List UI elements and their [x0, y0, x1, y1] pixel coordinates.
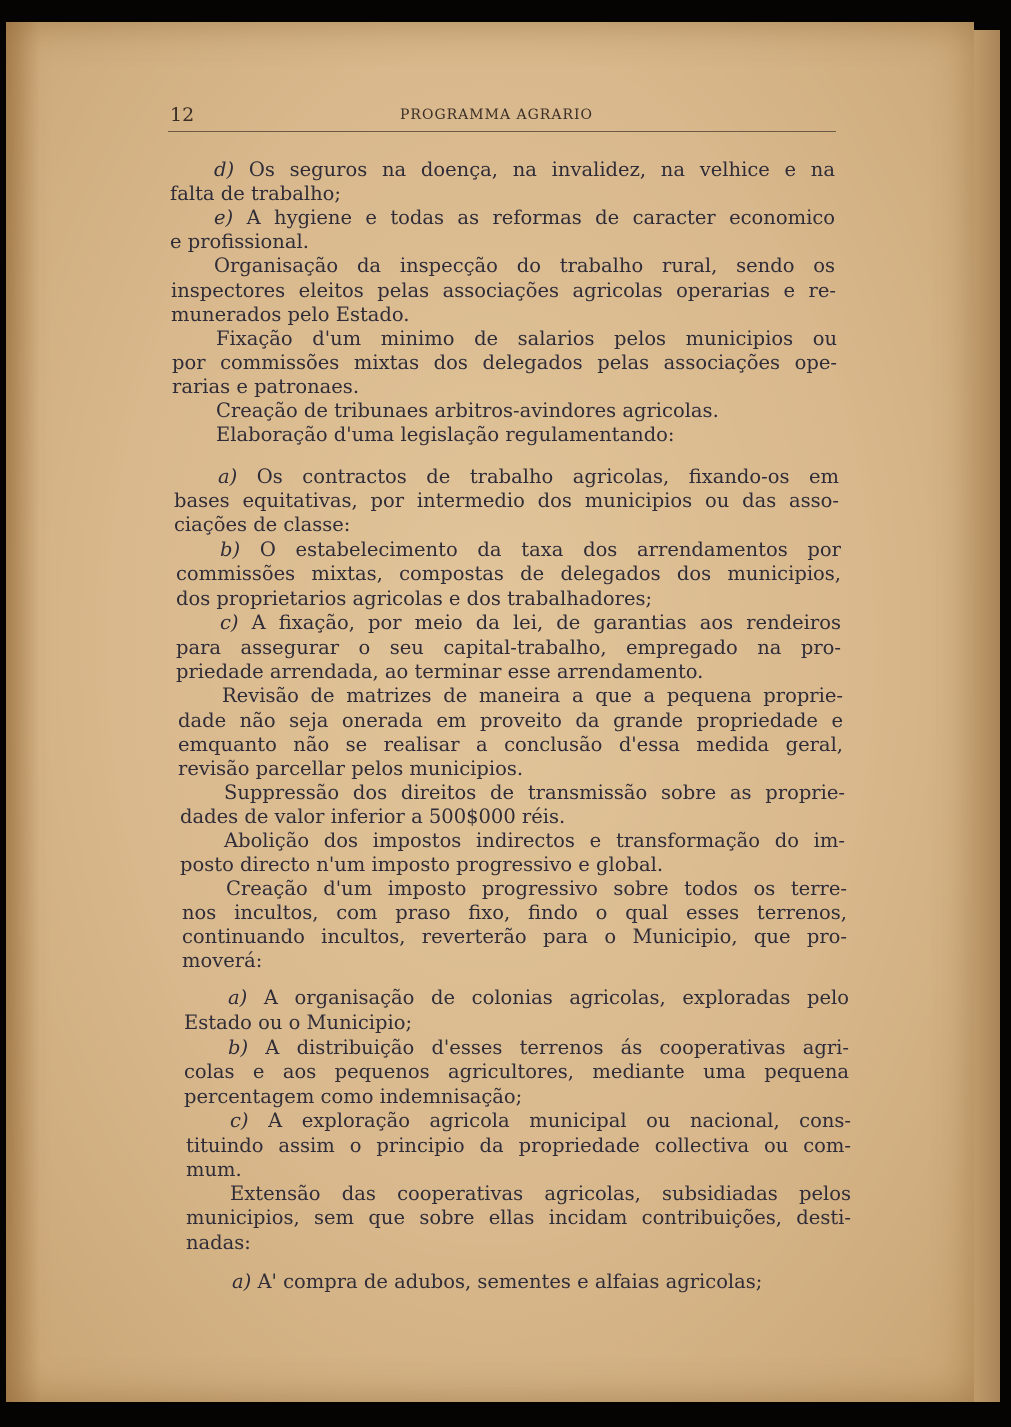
- line-text: munerados pelo Estado.: [171, 303, 410, 326]
- line-text: tituindo assim o principio da propriedade collectiva ou com-: [186, 1134, 851, 1157]
- line-text: falta de trabalho;: [170, 182, 341, 205]
- text-line: [178, 709, 843, 733]
- line-text: A distribuição d'esses terrenos ás cooperativas agri-: [265, 1036, 850, 1059]
- text-line: [174, 513, 350, 537]
- text-line: [180, 853, 663, 877]
- line-text: dades de valor inferior a 500$000 réis.: [180, 805, 566, 828]
- text-line: [182, 901, 847, 925]
- text-line: [224, 781, 845, 805]
- line-text: dos proprietarios agricolas e dos trabalhadores;: [176, 587, 653, 610]
- text-line: [216, 423, 675, 447]
- line-text: rarias e patronaes.: [172, 375, 360, 398]
- list-marker: e): [214, 206, 247, 229]
- header-rule: [168, 131, 836, 132]
- line-text: Extensão das cooperativas agricolas, subsidiadas pelos: [230, 1182, 851, 1205]
- line-text: emquanto não se realisar a conclusão d'essa medida geral,: [178, 733, 843, 756]
- line-text: inspectores eleitos pelas associações agricolas operarias e re-: [171, 279, 836, 302]
- text-line: [214, 254, 835, 278]
- line-text: Os contractos de trabalho agricolas, fixando-os em: [256, 465, 839, 488]
- line-text: A fixação, por meio da lei, de garantias aos rendeiros: [251, 611, 841, 634]
- text-line: [184, 1011, 412, 1035]
- line-text: Abolição dos impostos indirectos e transformação do im-: [224, 829, 845, 852]
- line-text: O estabelecimento da taxa dos arrendamentos por: [259, 538, 841, 561]
- text-line: [186, 1158, 242, 1182]
- list-marker: c): [220, 611, 252, 634]
- line-text: Fixação d'um minimo de salarios pelos municipios ou: [216, 327, 837, 350]
- line-text: commissões mixtas, compostas de delegados dos municipios,: [176, 562, 841, 585]
- line-text: Organisação da inspecção do trabalho rural, sendo os: [214, 254, 835, 277]
- line-text: Revisão de matrizes de maneira a que a pequena proprie-: [222, 684, 843, 707]
- list-marker: c): [230, 1109, 269, 1132]
- text-line: [220, 538, 841, 562]
- text-line: [220, 611, 841, 635]
- line-text: Suppressão dos direitos de transmissão sobre as proprie-: [224, 781, 845, 804]
- text-line: [184, 1060, 849, 1084]
- text-line: [232, 1270, 762, 1294]
- text-line: [228, 986, 849, 1010]
- line-text: e profissional.: [170, 230, 309, 253]
- text-line: [180, 805, 565, 829]
- line-text: colas e aos pequenos agricultores, mediante uma pequena: [184, 1060, 849, 1083]
- line-text: Creação d'um imposto progressivo sobre todos os terre-: [226, 877, 847, 900]
- line-text: posto directo n'um imposto progressivo e global.: [180, 853, 664, 876]
- text-line: [230, 1182, 851, 1206]
- line-text: Os seguros na doença, na invalidez, na velhice e na: [248, 158, 835, 181]
- line-text: ciações de classe:: [174, 513, 351, 536]
- text-line: [214, 158, 835, 182]
- text-line: [182, 925, 847, 949]
- page-number: 12: [170, 104, 195, 126]
- line-text: para assegurar o seu capital-trabalho, empregado na pro-: [176, 636, 841, 659]
- list-marker: a): [228, 986, 264, 1009]
- text-line: [186, 1206, 851, 1230]
- text-line: [170, 230, 309, 254]
- text-line: [184, 1085, 522, 1109]
- running-title: PROGRAMMA AGRARIO: [400, 107, 593, 123]
- text-line: [170, 182, 341, 206]
- text-line: [216, 327, 837, 351]
- line-text: moverá:: [182, 949, 263, 972]
- text-line: [214, 206, 835, 230]
- line-text: A exploração agricola municipal ou nacional, cons-: [268, 1109, 851, 1132]
- text-line: [176, 660, 703, 684]
- text-line: [176, 636, 841, 660]
- line-text: continuando incultos, reverterão para o Municipio, que pro-: [182, 925, 847, 948]
- line-text: municipios, sem que sobre ellas incidam contribuições, desti-: [186, 1206, 851, 1229]
- next-page-edge: [974, 30, 1000, 1402]
- text-line: [176, 587, 652, 611]
- running-header: [168, 104, 836, 128]
- text-line: [186, 1231, 251, 1255]
- text-line: [171, 303, 410, 327]
- text-line: [224, 829, 845, 853]
- text-line: [228, 1036, 849, 1060]
- line-text: mum.: [186, 1158, 242, 1181]
- text-line: [176, 562, 841, 586]
- text-line: [226, 877, 847, 901]
- line-text: Elaboração d'uma legislação regulamentando:: [216, 423, 675, 446]
- text-line: [216, 399, 719, 423]
- line-text: Creação de tribunaes arbitros-avindores agricolas.: [216, 399, 719, 422]
- text-line: [178, 733, 843, 757]
- text-line: [222, 684, 843, 708]
- list-marker: a): [232, 1270, 258, 1293]
- text-line: [218, 465, 839, 489]
- line-text: percentagem como indemnisação;: [184, 1085, 523, 1108]
- line-text: bases equitativas, por intermedio dos municipios ou das asso-: [174, 489, 839, 512]
- line-text: priedade arrendada, ao terminar esse arrendamento.: [176, 660, 704, 683]
- line-text: nadas:: [186, 1231, 251, 1254]
- line-text: revisão parcellar pelos municipios.: [178, 757, 524, 780]
- page-left-edge: [6, 22, 40, 1402]
- text-line: [172, 351, 837, 375]
- text-line: [172, 375, 359, 399]
- text-line: [182, 949, 262, 973]
- line-text: dade não seja onerada em proveito da grande propriedade e: [178, 709, 843, 732]
- line-text: por commissões mixtas dos delegados pelas associações ope-: [172, 351, 837, 374]
- line-text: A hygiene e todas as reformas de caracter economico: [246, 206, 835, 229]
- text-line: [186, 1134, 851, 1158]
- line-text: nos incultos, com praso fixo, findo o qual esses terrenos,: [182, 901, 847, 924]
- list-marker: d): [214, 158, 249, 181]
- list-marker: b): [220, 538, 260, 561]
- text-line: [171, 279, 836, 303]
- line-text: A organisação de colonias agricolas, exploradas pelo: [263, 986, 849, 1009]
- line-text: Estado ou o Municipio;: [184, 1011, 413, 1034]
- text-line: [230, 1109, 851, 1133]
- line-text: A' compra de adubos, sementes e alfaias agricolas;: [257, 1270, 763, 1293]
- list-marker: a): [218, 465, 257, 488]
- text-line: [178, 757, 523, 781]
- text-line: [174, 489, 839, 513]
- list-marker: b): [228, 1036, 266, 1059]
